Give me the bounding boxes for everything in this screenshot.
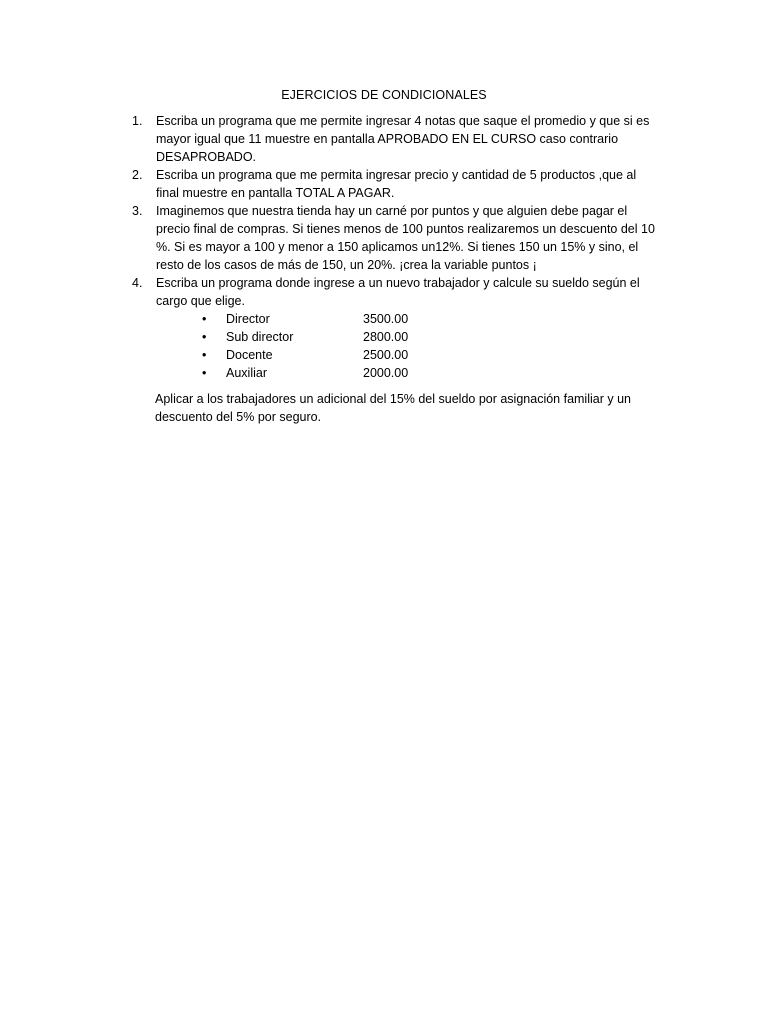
salary-role: Auxiliar [226, 366, 267, 380]
exercise-item [132, 166, 662, 202]
exercise-item [132, 202, 662, 274]
salary-row-sub-director [156, 328, 662, 346]
document-title [0, 86, 768, 104]
salary-row-director [156, 310, 662, 328]
exercise-number: 2. [132, 168, 143, 182]
salary-amount: 2500.00 [363, 348, 409, 362]
exercise-text: Escriba un programa donde ingrese a un nuevo trabajador y calcule su sueldo según el cargo que elige. [156, 276, 640, 308]
salary-role: Sub director [226, 330, 294, 344]
salary-amount: 2000.00 [363, 366, 409, 380]
bullet-icon: • [202, 366, 207, 380]
document-title-text: EJERCICIOS DE CONDICIONALES [281, 88, 487, 102]
exercise-number: 4. [132, 276, 143, 290]
exercise-list [132, 112, 662, 382]
closing-note: Aplicar a los trabajadores un adicional del 15% del sueldo por asignación familiar y un descuento del 5% por seguro. [155, 392, 631, 424]
salary-role: Docente [226, 348, 273, 362]
bullet-icon: • [202, 312, 207, 326]
exercise-item [132, 112, 662, 166]
exercise-item [132, 274, 662, 382]
bullet-icon: • [202, 330, 207, 344]
exercise-text: Escriba un programa que me permita ingresar precio y cantidad de 5 productos ,que al final muestre en pantalla TOTAL A PAGAR. [156, 168, 637, 200]
salary-row-docente [156, 346, 662, 364]
exercise-number: 1. [132, 114, 143, 128]
bullet-icon: • [202, 348, 207, 362]
salary-amount: 3500.00 [363, 312, 409, 326]
salary-amount: 2800.00 [363, 330, 409, 344]
salary-table [156, 310, 662, 382]
salary-row-auxiliar [156, 364, 662, 382]
salary-role: Director [226, 312, 270, 326]
exercise-text: Escriba un programa que me permite ingresar 4 notas que saque el promedio y que si es mayor igual que 11 muestre en pantalla APROBADO EN EL CURSO caso contrario DESAPROBADO. [156, 114, 650, 164]
exercise-number: 3. [132, 204, 143, 218]
exercise-text: Imaginemos que nuestra tienda hay un carné por puntos y que alguien debe pagar el precio final de compras. Si tienes menos de 100 puntos realizaremos un descuento del 10 %. Si es mayor a 100 y menor a 150 aplicamos un12%. Si tienes 150 un 15% y sino, el resto de los casos de más de 150, un 20%. ¡crea la variable puntos ¡ [156, 204, 655, 272]
